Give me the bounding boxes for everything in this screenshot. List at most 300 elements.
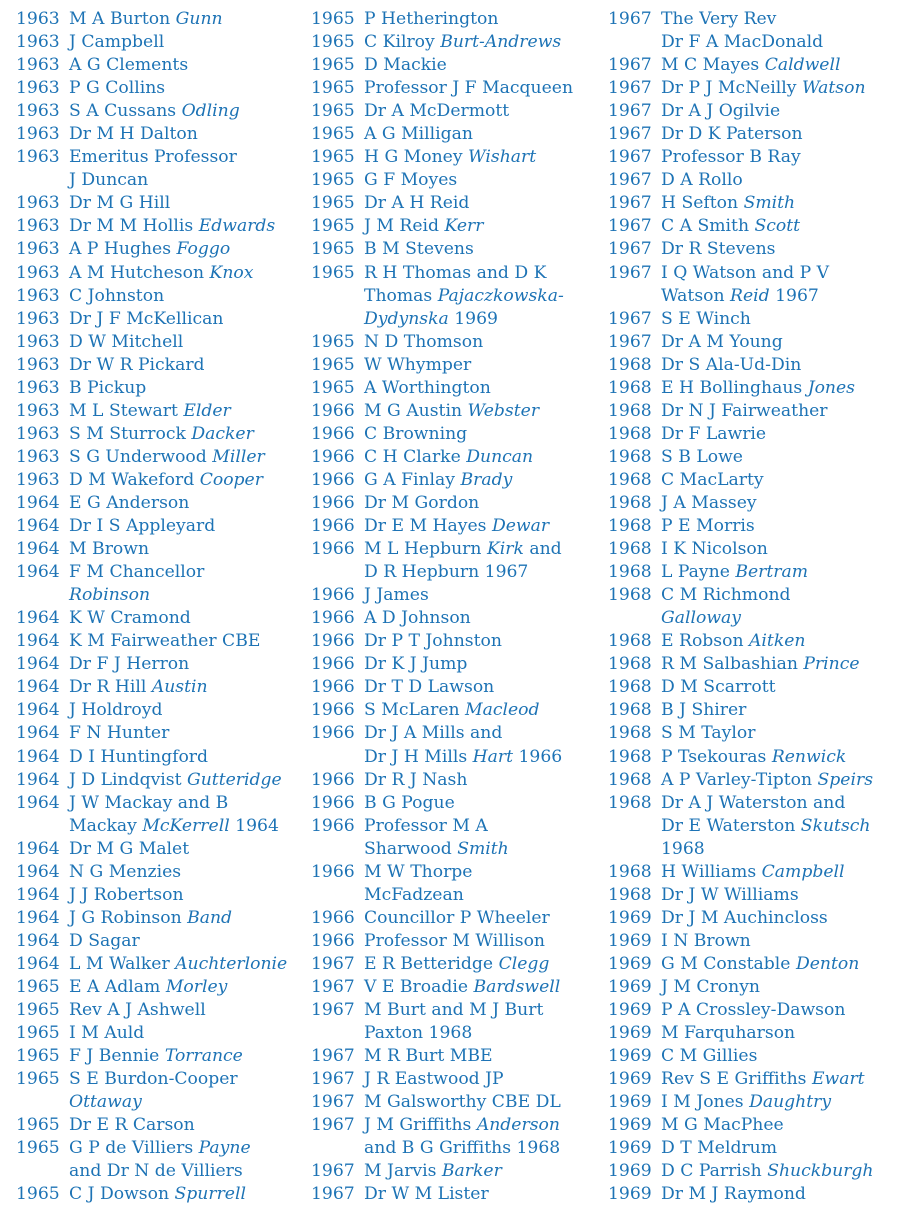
name-text: A G Milligan [364,124,473,145]
entry-names [69,538,306,561]
entry-line [69,976,306,999]
name-text: Dr R Stevens [661,239,776,260]
entry-names [69,769,306,792]
entry-names [364,653,603,676]
entry-names [661,492,898,515]
list-item [311,446,603,469]
name-text: Dr D K Paterson [661,124,803,145]
entry-names [364,1114,603,1160]
entry-line [661,884,898,907]
entry-line [364,31,603,54]
list-item [311,1160,603,1183]
entry-year: 1966 [311,469,355,490]
name-text: J A Massey [661,492,757,513]
entry-year: 1967 [311,1115,355,1136]
list-item [16,308,306,331]
list-item [16,976,306,999]
entry-line [69,1045,306,1068]
entry-year: 1967 [311,953,355,974]
entry-names [364,77,603,100]
entry-year: 1968 [608,492,652,513]
entry-line [364,953,603,976]
entry-year: 1966 [311,654,355,675]
entry-year: 1964 [16,539,60,560]
entry-line [364,492,603,515]
previous-name: Smith [743,193,796,214]
name-text: Watson [661,285,731,306]
entry-names [364,861,603,907]
entry-line [661,8,898,31]
entry-line [69,492,306,515]
previous-name: Aitken [749,631,806,652]
list-item [16,907,306,930]
entry-names [69,607,306,630]
entry-line [661,285,898,308]
name-text: Sharwood [364,838,458,859]
entry-line [69,354,306,377]
entry-year: 1969 [608,976,652,997]
entry-names [364,515,603,538]
name-text: Mackay [69,815,143,836]
name-text: J D Lindqvist [69,769,187,790]
entry-names [661,630,898,653]
previous-name: Burt-Andrews [440,32,562,53]
entry-names [661,1137,898,1160]
entry-year: 1967 [311,1069,355,1090]
entry-names [364,331,603,354]
name-text: Emeritus Professor [69,147,237,168]
list-item [608,630,898,653]
name-text: S McLaren [364,700,466,721]
entry-year: 1964 [16,631,60,652]
list-item [311,999,603,1045]
entry-year: 1965 [311,78,355,99]
list-item [311,123,603,146]
previous-name: Austin [151,677,208,698]
previous-name: McKerrell [142,815,230,836]
entry-year: 1964 [16,654,60,675]
entry-names [69,469,306,492]
entry-year: 1966 [311,792,355,813]
name-text: Dr I S Appleyard [69,516,216,537]
entry-line [69,400,306,423]
entry-names [661,907,898,930]
entry-year: 1967 [608,101,652,122]
entry-year: 1965 [16,1000,60,1021]
entry-names [69,515,306,538]
entry-line [364,446,603,469]
list-item [608,238,898,261]
entry-year: 1967 [608,331,652,352]
entry-line [364,630,603,653]
name-text: Dr R Hill [69,677,152,698]
entry-line [661,100,898,123]
name-text: Dr M J Raymond [661,1184,806,1205]
entry-year: 1967 [608,78,652,99]
entry-line [661,561,898,584]
list-item [608,538,898,561]
entry-names [69,676,306,699]
name-text: D M Wakeford [69,469,200,490]
entry-year: 1965 [311,124,355,145]
list-item [16,492,306,515]
name-text: D M Scarrott [661,677,776,698]
entry-names [364,423,603,446]
previous-name: Payne [198,1138,251,1159]
list-item [16,722,306,745]
name-text: Dr J A Mills and [364,723,503,744]
entry-year: 1965 [311,377,355,398]
entry-line [69,192,306,215]
entry-names [364,630,603,653]
name-text: M Farquharson [661,1023,796,1044]
entry-year: 1963 [16,469,60,490]
entry-line [69,838,306,861]
entry-year: 1964 [16,700,60,721]
previous-name: Cooper [199,469,263,490]
entry-year: 1964 [16,746,60,767]
name-text: W Whymper [364,354,472,375]
name-text: J M Griffiths [364,1115,477,1136]
list-item [16,54,306,77]
entry-line [69,423,306,446]
list-item [608,377,898,400]
list-item [608,123,898,146]
name-text: Dr M Gordon [364,492,480,513]
entry-line [69,561,306,584]
list-item [608,584,898,630]
previous-name: Campbell [761,861,845,882]
list-item [608,308,898,331]
list-item [16,792,306,838]
entry-names [364,169,603,192]
list-item [608,999,898,1022]
entry-names [69,331,306,354]
previous-name: Foggo [176,239,231,260]
list-item [608,423,898,446]
entry-line [364,8,603,31]
entry-line [69,1183,306,1206]
entry-line [69,930,306,953]
entry-names [661,215,898,238]
list-item [608,746,898,769]
entry-line [69,308,306,331]
entry-line [69,377,306,400]
name-text: 1968 [661,838,705,859]
name-text: I Q Watson and P V [661,262,830,283]
entry-line [69,722,306,745]
entry-line [661,192,898,215]
entry-names [661,953,898,976]
entry-line [661,123,898,146]
entry-names [69,77,306,100]
previous-name: Robinson [69,585,151,606]
entry-year: 1964 [16,677,60,698]
name-text: R M Salbashian [661,654,804,675]
name-text: J Campbell [69,32,165,53]
entry-year: 1963 [16,124,60,145]
name-text: I M Jones [661,1092,750,1113]
name-text: B Pickup [69,377,147,398]
entry-names [364,146,603,169]
name-text: Dr J H Mills [364,746,473,767]
name-text: V E Broadie [364,976,474,997]
entry-names [661,377,898,400]
entry-line [661,746,898,769]
entry-line [69,31,306,54]
name-text: D A Rollo [661,170,743,191]
entry-year: 1966 [311,815,355,836]
entry-year: 1963 [16,377,60,398]
entry-line [364,262,603,285]
entry-names [661,515,898,538]
name-text: M C Mayes [661,55,765,76]
list-item [311,169,603,192]
name-text: L Payne [661,562,736,583]
list-item [311,607,603,630]
name-text: Professor J F Macqueen [364,78,574,99]
entry-year: 1968 [608,700,652,721]
entry-line [364,423,603,446]
entry-names [69,930,306,953]
name-text: M R Burt MBE [364,1046,493,1067]
name-text: Dr S Ala-Ud-Din [661,354,802,375]
entry-names [661,1183,898,1206]
name-text: P Tsekouras [661,746,772,767]
entry-line [364,815,603,838]
list-item [16,538,306,561]
entry-year: 1967 [311,1184,355,1205]
entry-names [69,746,306,769]
entry-line [661,676,898,699]
name-text: F J Bennie [69,1046,165,1067]
list-item [608,1068,898,1091]
name-text: The Very Rev [661,9,777,29]
list-item [608,469,898,492]
entry-names [364,815,603,861]
name-text: M W Thorpe [364,861,473,882]
previous-name: Anderson [476,1115,560,1136]
entry-names [364,584,603,607]
entry-line [661,331,898,354]
previous-name: Daughtry [749,1092,832,1113]
entry-year: 1965 [311,239,355,260]
list-item [608,146,898,169]
entry-year: 1965 [16,976,60,997]
entry-names [364,262,603,331]
entry-names [364,792,603,815]
list-item [311,492,603,515]
previous-name: Denton [795,953,860,974]
entry-line [69,999,306,1022]
entry-line [69,1091,306,1114]
list-item [16,884,306,907]
name-text: Professor M A [364,815,488,836]
entry-line [364,699,603,722]
entry-names [364,722,603,768]
previous-name: Jones [807,377,855,398]
name-text: P A Crossley-Dawson [661,1000,846,1021]
entry-names [69,1022,306,1045]
name-text: 1966 [513,746,563,767]
name-text: C MacLarty [661,469,764,490]
entry-names [364,676,603,699]
entry-names [661,769,898,792]
entry-names [364,54,603,77]
entry-line [69,1160,306,1183]
name-text: Dr A M Young [661,331,783,352]
name-text: Dr F Lawrie [661,423,767,444]
name-text: and Dr N de Villiers [69,1161,243,1182]
entry-line [661,907,898,930]
list-item [311,54,603,77]
entry-year: 1965 [16,1138,60,1159]
list-item [311,907,603,930]
name-text: Dr P T Johnston [364,631,502,652]
name-text: I M Auld [69,1023,145,1044]
entry-line [661,1183,898,1206]
entry-line [661,1068,898,1091]
previous-name: Pajaczkowska- [437,285,564,306]
entry-line [69,169,306,192]
entry-line [661,77,898,100]
list-item [16,31,306,54]
entry-year: 1963 [16,32,60,53]
list-item [311,215,603,238]
entry-year: 1964 [16,838,60,859]
list-item [608,400,898,423]
entry-names [364,215,603,238]
name-text: and B G Griffiths 1968 [364,1138,561,1159]
entry-line [661,1091,898,1114]
entry-line [364,215,603,238]
name-text: Dr M H Dalton [69,124,198,145]
entry-year: 1965 [16,1046,60,1067]
name-text: Dr J F McKellican [69,308,224,329]
list-item [16,607,306,630]
name-text: Dr K J Jump [364,654,468,675]
entry-names [69,653,306,676]
entry-line [364,769,603,792]
list-item [311,676,603,699]
list-item [608,1114,898,1137]
list-item [608,561,898,584]
previous-name: Bardswell [473,976,561,997]
name-text: Dr T D Lawson [364,677,495,698]
name-text: S G Underwood [69,446,213,467]
list-item [16,423,306,446]
previous-name: Skutsch [800,815,871,836]
entry-line [364,1114,603,1137]
entry-line [69,331,306,354]
entry-line [661,538,898,561]
entry-year: 1965 [311,32,355,53]
entry-line [661,31,898,54]
name-text: P Hetherington [364,9,499,29]
entry-year: 1965 [311,55,355,76]
name-text: M Burt and M J Burt [364,1000,544,1021]
entry-line [69,469,306,492]
entry-year: 1964 [16,492,60,513]
list-item [608,1045,898,1068]
list-item [608,446,898,469]
name-text: Councillor P Wheeler [364,907,550,928]
name-text: Professor B Ray [661,147,801,168]
entry-names [364,930,603,953]
name-text: Professor M Willison [364,930,545,951]
entry-line [364,238,603,261]
entry-line [364,1068,603,1091]
entry-names [69,976,306,999]
entry-line [364,538,603,561]
entry-year: 1965 [311,193,355,214]
entry-year: 1963 [16,9,60,29]
name-text: D T Meldrum [661,1138,778,1159]
list-item [16,123,306,146]
entry-line [364,100,603,123]
name-text: J Duncan [69,170,149,191]
entry-year: 1967 [608,193,652,214]
entry-line [661,1114,898,1137]
entry-line [69,238,306,261]
entry-year: 1968 [608,654,652,675]
list-item [311,1183,603,1206]
entry-year: 1969 [608,953,652,974]
list-item [16,1045,306,1068]
list-item [608,1137,898,1160]
entry-line [69,907,306,930]
entry-names [661,1160,898,1183]
entry-year: 1968 [608,377,652,398]
list-item [16,1137,306,1183]
entry-line [661,792,898,815]
entry-names [661,1068,898,1091]
previous-name: Miller [212,446,265,467]
entry-line [364,722,603,745]
name-text: Dr M G Hill [69,193,171,214]
list-item [16,377,306,400]
entry-year: 1968 [608,723,652,744]
entry-year: 1967 [311,1046,355,1067]
entry-names [69,377,306,400]
name-text: Dr M M Hollis [69,216,199,237]
name-text: B G Pogue [364,792,455,813]
previous-name: Renwick [771,746,847,767]
name-text: C J Dowson [69,1184,175,1205]
entry-names [69,699,306,722]
entry-line [69,100,306,123]
entry-line [69,653,306,676]
entry-line [661,1022,898,1045]
list-item [311,653,603,676]
entry-names [364,699,603,722]
name-text: F N Hunter [69,723,170,744]
name-text: Dr A H Reid [364,193,470,214]
entry-names [661,308,898,331]
entry-line [661,469,898,492]
list-item [608,792,898,861]
name-text: A M Hutcheson [69,262,210,283]
name-text: J R Eastwood JP [364,1069,504,1090]
entry-line [364,1091,603,1114]
entry-year: 1966 [311,930,355,951]
entry-line [364,54,603,77]
entry-names [661,262,898,308]
entry-names [364,354,603,377]
entry-names [364,953,603,976]
entry-names [661,538,898,561]
previous-name: Ottaway [69,1092,142,1113]
